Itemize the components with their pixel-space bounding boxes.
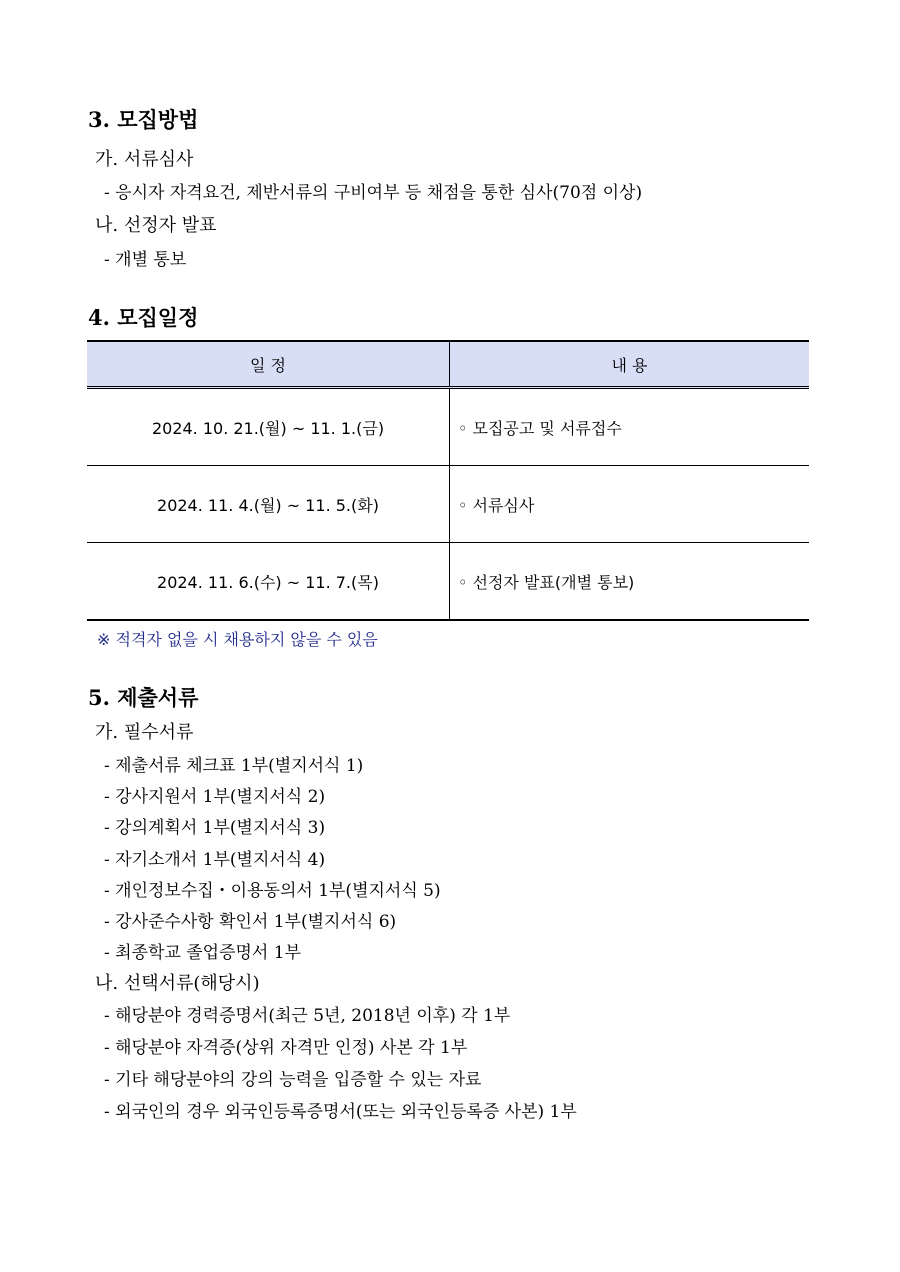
schedule-header-row [87, 341, 809, 388]
table-row [87, 466, 809, 543]
list-item: - 강의계획서 1부(별지서식 3) [104, 818, 326, 838]
section3-title: 3. 모집방법 [88, 107, 199, 132]
schedule-header-date: 일 정 [87, 341, 450, 388]
section4-title: 4. 모집일정 [88, 305, 199, 330]
schedule-date-cell: 2024. 11. 6.(수) ~ 11. 7.(목) [87, 543, 450, 621]
list-item: - 기타 해당분야의 강의 능력을 입증할 수 있는 자료 [104, 1070, 482, 1090]
table-row [87, 388, 809, 466]
table-row [87, 543, 809, 621]
list-item: - 강사지원서 1부(별지서식 2) [104, 787, 326, 807]
list-item: - 개인정보수집・이용동의서 1부(별지서식 5) [104, 881, 441, 901]
schedule-header-content: 내 용 [450, 341, 810, 388]
schedule-table [87, 340, 809, 621]
schedule-note: ※ 적격자 없을 시 채용하지 않을 수 있음 [97, 630, 378, 649]
section5-title: 5. 제출서류 [88, 685, 199, 710]
schedule-content-cell: ◦ 모집공고 및 서류접수 [450, 388, 810, 466]
schedule-date-cell: 2024. 11. 4.(월) ~ 11. 5.(화) [87, 466, 450, 543]
section3-b-title: 나. 선정자 발표 [95, 215, 217, 236]
section5-b-title: 나. 선택서류(해당시) [95, 973, 260, 994]
section3-a-item: - 응시자 자격요건, 제반서류의 구비여부 등 채점을 통한 심사(70점 이상) [104, 183, 643, 203]
schedule-content-cell: ◦ 서류심사 [450, 466, 810, 543]
schedule-date-cell: 2024. 10. 21.(월) ~ 11. 1.(금) [87, 388, 450, 466]
section3-a-title: 가. 서류심사 [95, 149, 194, 170]
section5-a-title: 가. 필수서류 [95, 722, 194, 743]
list-item: - 해당분야 자격증(상위 자격만 인정) 사본 각 1부 [104, 1038, 468, 1058]
schedule-content-cell: ◦ 선정자 발표(개별 통보) [450, 543, 810, 621]
section3-b-item: - 개별 통보 [104, 250, 187, 270]
list-item: - 제출서류 체크표 1부(별지서식 1) [104, 756, 364, 776]
list-item: - 최종학교 졸업증명서 1부 [104, 943, 301, 963]
list-item: - 강사준수사항 확인서 1부(별지서식 6) [104, 912, 397, 932]
list-item: - 외국인의 경우 외국인등록증명서(또는 외국인등록증 사본) 1부 [104, 1102, 577, 1122]
list-item: - 자기소개서 1부(별지서식 4) [104, 850, 326, 870]
list-item: - 해당분야 경력증명서(최근 5년, 2018년 이후) 각 1부 [104, 1006, 511, 1026]
